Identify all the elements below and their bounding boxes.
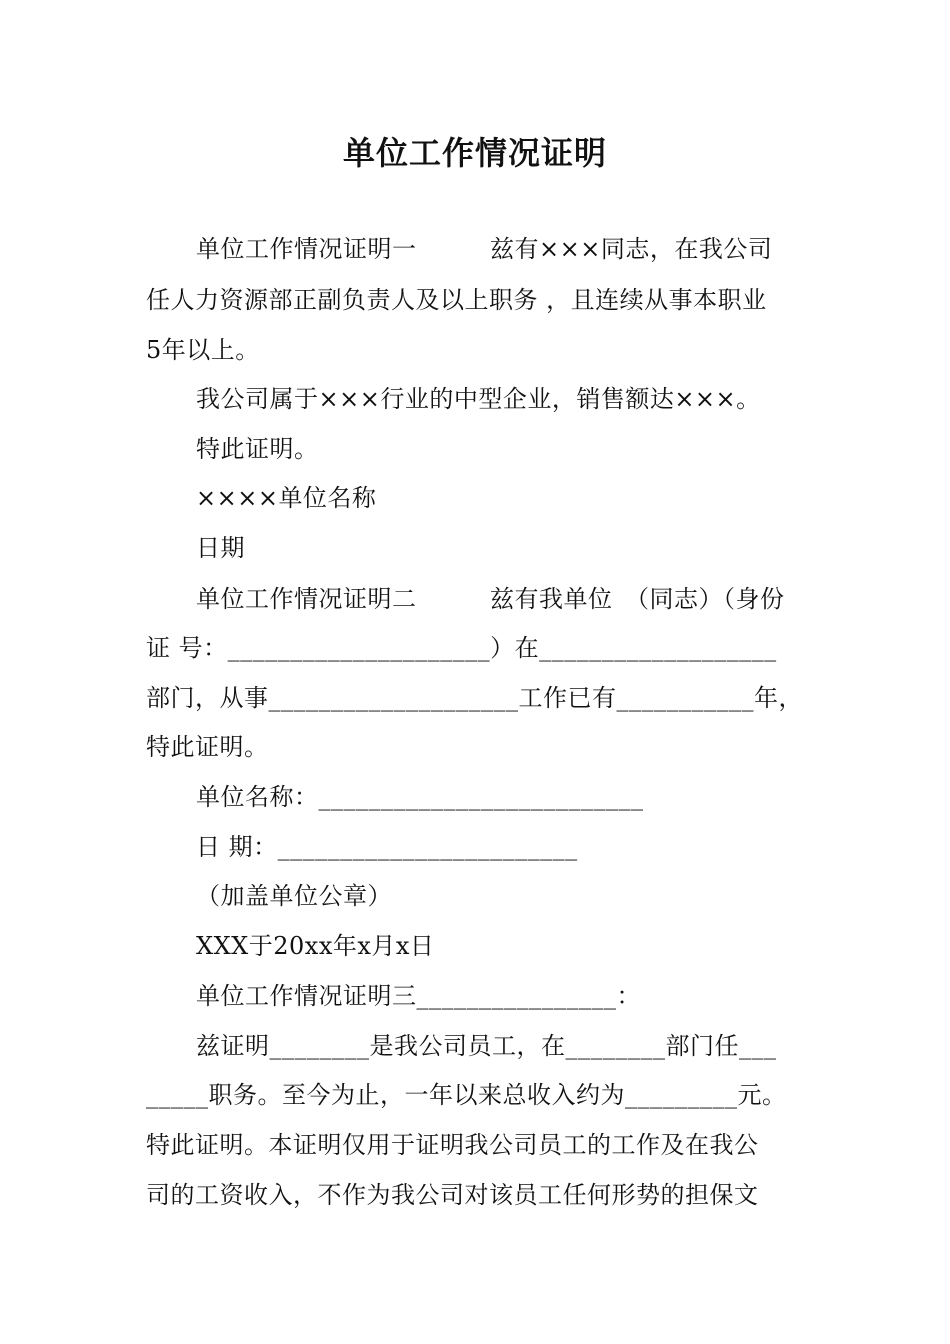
paragraph-line: ××××单位名称 xyxy=(196,484,377,512)
paragraph-line: 日期 xyxy=(196,534,245,562)
paragraph-line: 单位工作情况证明一 兹有×××同志，在我公司 xyxy=(196,235,773,263)
paragraph-line: _____职务。至今为止，一年以来总收入约为_________元。 xyxy=(146,1081,787,1109)
paragraph-line: 司的工资收入，不作为我公司对该员工任何形势的担保文 xyxy=(146,1181,759,1209)
paragraph-line: 兹证明________是我公司员工，在________部门任___ xyxy=(196,1032,777,1060)
paragraph-line: 特此证明。本证明仅用于证明我公司员工的工作及在我公 xyxy=(146,1131,759,1159)
paragraph-line: 特此证明。 xyxy=(196,435,319,463)
paragraph-line: 5年以上。 xyxy=(146,336,260,364)
paragraph-line: 我公司属于×××行业的中型企业，销售额达×××。 xyxy=(196,385,761,413)
paragraph-line: 特此证明。 xyxy=(146,733,269,761)
paragraph-line: 证 号：_____________________）在___________________ xyxy=(146,634,777,662)
document-title: 单位工作情况证明 xyxy=(342,134,607,172)
paragraph-line: XXX于20xx年x月x日 xyxy=(196,932,435,960)
paragraph-line: 单位工作情况证明三________________： xyxy=(196,982,641,1010)
paragraph-line: （加盖单位公章） xyxy=(196,882,392,910)
paragraph-line: 日 期：________________________ xyxy=(196,833,578,861)
paragraph-line: 单位工作情况证明二 兹有我单位 （同志）（身份 xyxy=(196,585,785,613)
paragraph-line: 单位名称：__________________________ xyxy=(196,783,644,811)
paragraph-line: 部门，从事____________________工作已有___________年， xyxy=(146,684,803,712)
paragraph-line: 任人力资源部正副负责人及以上职务 ，且连续从事本职业 xyxy=(146,286,767,314)
